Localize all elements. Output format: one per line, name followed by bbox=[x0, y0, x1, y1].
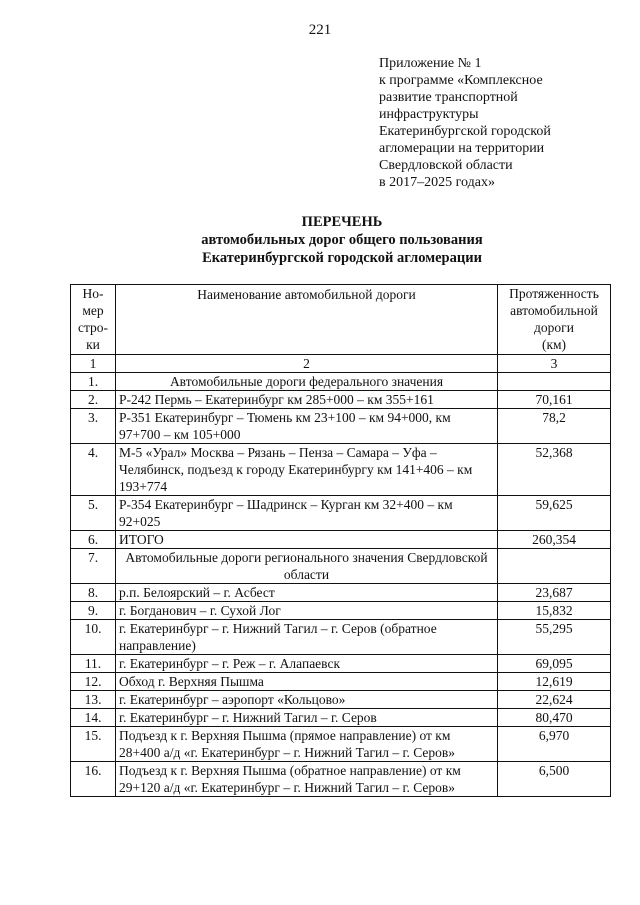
road-name: г. Екатеринбург – г. Нижний Тагил – г. Серов (обратное направление) bbox=[116, 620, 498, 655]
row-number: 4. bbox=[71, 444, 116, 496]
road-name: ИТОГО bbox=[116, 531, 498, 549]
page-number: 221 bbox=[308, 22, 332, 38]
appendix-line: развитие транспортной bbox=[379, 90, 518, 105]
road-name: г. Екатеринбург – г. Реж – г. Алапаевск bbox=[116, 655, 498, 673]
row-number: 16. bbox=[71, 762, 116, 797]
road-name: г. Екатеринбург – аэропорт «Кольцово» bbox=[116, 691, 498, 709]
road-name: Р-242 Пермь – Екатеринбург км 285+000 – км 355+161 bbox=[116, 391, 498, 409]
road-length: 12,619 bbox=[498, 673, 611, 691]
appendix-note bbox=[379, 55, 619, 191]
row-number: 1. bbox=[71, 373, 116, 391]
row-number: 8. bbox=[71, 584, 116, 602]
row-number: 14. bbox=[71, 709, 116, 727]
table-row bbox=[71, 391, 611, 409]
road-name: Обход г. Верхняя Пышма bbox=[116, 673, 498, 691]
appendix-line: инфраструктуры bbox=[379, 107, 479, 122]
road-name: Подъезд к г. Верхняя Пышма (обратное направление) от км 29+120 а/д «г. Екатеринбург – г. Нижний Тагил – г. Серов» bbox=[116, 762, 498, 797]
header-num-line: ки bbox=[86, 337, 100, 352]
road-length: 22,624 bbox=[498, 691, 611, 709]
header-num-line: стро- bbox=[77, 320, 109, 335]
table-row bbox=[71, 727, 611, 762]
title-line: автомобильных дорог общего пользования bbox=[201, 232, 483, 248]
road-length: 23,687 bbox=[498, 584, 611, 602]
road-length: 69,095 bbox=[498, 655, 611, 673]
row-number: 3. bbox=[71, 409, 116, 444]
header-num-line: мер bbox=[82, 303, 104, 318]
road-length: 78,2 bbox=[498, 409, 611, 444]
header-length bbox=[498, 285, 611, 355]
road-length: 6,970 bbox=[498, 727, 611, 762]
header-length-line: (км) bbox=[541, 337, 567, 352]
row-number: 5. bbox=[71, 496, 116, 531]
road-length bbox=[498, 549, 611, 584]
table-header-row bbox=[71, 285, 611, 355]
row-number: 12. bbox=[71, 673, 116, 691]
table-row bbox=[71, 673, 611, 691]
road-length: 6,500 bbox=[498, 762, 611, 797]
table-row bbox=[71, 549, 611, 584]
column-index: 3 bbox=[498, 355, 611, 373]
roads-table bbox=[70, 284, 611, 797]
table-row bbox=[71, 584, 611, 602]
road-length: 80,470 bbox=[498, 709, 611, 727]
row-number: 2. bbox=[71, 391, 116, 409]
road-name: р.п. Белоярский – г. Асбест bbox=[116, 584, 498, 602]
table-row bbox=[71, 409, 611, 444]
table-row bbox=[71, 655, 611, 673]
appendix-line: Приложение № 1 bbox=[379, 56, 482, 71]
header-length-line: Протяженность bbox=[509, 286, 599, 301]
row-number: 6. bbox=[71, 531, 116, 549]
table-row bbox=[71, 620, 611, 655]
road-length: 15,832 bbox=[498, 602, 611, 620]
road-name: Подъезд к г. Верхняя Пышма (прямое направление) от км 28+400 а/д «г. Екатеринбург – г. Нижний Тагил – г. Серов» bbox=[116, 727, 498, 762]
appendix-line: к программе «Комплексное bbox=[379, 73, 543, 88]
road-name: Автомобильные дороги федерального значения bbox=[116, 373, 498, 391]
road-name: Р-354 Екатеринбург – Шадринск – Курган км 32+400 – км 92+025 bbox=[116, 496, 498, 531]
road-name: г. Богданович – г. Сухой Лог bbox=[116, 602, 498, 620]
header-num-line: Но- bbox=[82, 286, 104, 301]
header-length-line: автомобильной bbox=[510, 303, 598, 318]
header-length-line: дороги bbox=[534, 320, 574, 335]
road-length: 70,161 bbox=[498, 391, 611, 409]
header-row-number bbox=[71, 285, 116, 355]
road-length: 260,354 bbox=[498, 531, 611, 549]
table-row bbox=[71, 373, 611, 391]
header-road-name: Наименование автомобильной дороги bbox=[116, 285, 498, 355]
row-number: 11. bbox=[71, 655, 116, 673]
appendix-line: в 2017–2025 годах» bbox=[379, 175, 495, 190]
row-number: 7. bbox=[71, 549, 116, 584]
column-index: 2 bbox=[116, 355, 498, 373]
column-index: 1 bbox=[71, 355, 116, 373]
document-title bbox=[0, 213, 640, 267]
title-line: ПЕРЕЧЕНЬ bbox=[301, 214, 383, 230]
table-row bbox=[71, 496, 611, 531]
road-length bbox=[498, 373, 611, 391]
table-row bbox=[71, 709, 611, 727]
appendix-line: Свердловской области bbox=[379, 158, 513, 173]
road-name: г. Екатеринбург – г. Нижний Тагил – г. Серов bbox=[116, 709, 498, 727]
table-row bbox=[71, 602, 611, 620]
road-name: М-5 «Урал» Москва – Рязань – Пенза – Самара – Уфа – Челябинск, подъезд к городу Екатеринбургу км 141+406 – км 193+774 bbox=[116, 444, 498, 496]
road-name: Р-351 Екатеринбург – Тюмень км 23+100 – км 94+000, км 97+700 – км 105+000 bbox=[116, 409, 498, 444]
column-index-row bbox=[71, 355, 611, 373]
table-row bbox=[71, 444, 611, 496]
row-number: 10. bbox=[71, 620, 116, 655]
row-number: 9. bbox=[71, 602, 116, 620]
table-row bbox=[71, 691, 611, 709]
row-number: 13. bbox=[71, 691, 116, 709]
appendix-line: агломерации на территории bbox=[379, 141, 545, 156]
table-row bbox=[71, 531, 611, 549]
road-length: 55,295 bbox=[498, 620, 611, 655]
road-name: Автомобильные дороги регионального значения Свердловской области bbox=[116, 549, 498, 584]
appendix-line: Екатеринбургской городской bbox=[379, 124, 551, 139]
title-line: Екатеринбургской городской агломерации bbox=[202, 250, 482, 266]
road-length: 52,368 bbox=[498, 444, 611, 496]
row-number: 15. bbox=[71, 727, 116, 762]
table-row bbox=[71, 762, 611, 797]
road-length: 59,625 bbox=[498, 496, 611, 531]
